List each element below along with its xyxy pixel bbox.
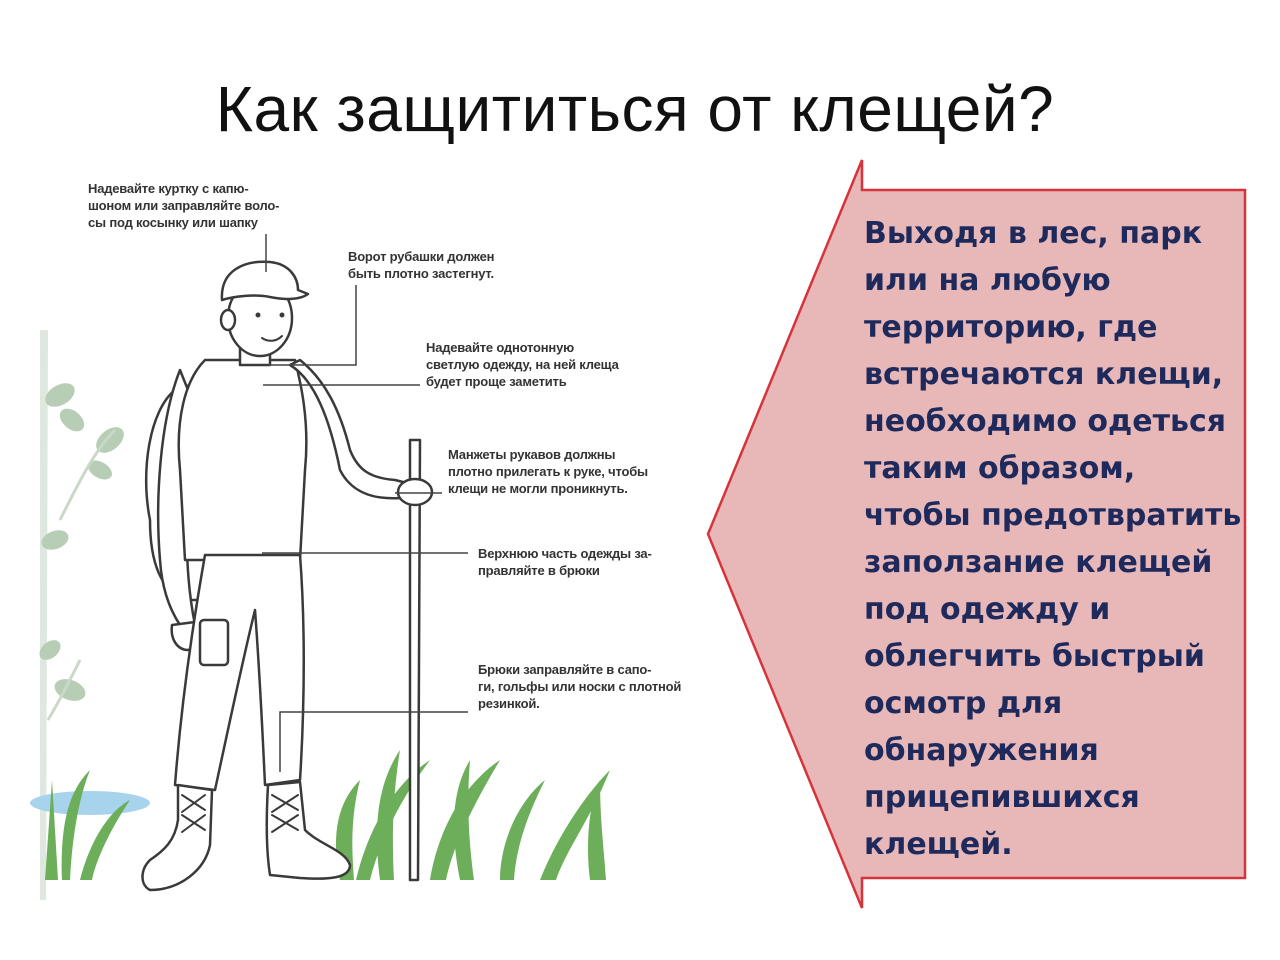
note-collar: Ворот рубашки должен быть плотно застегнут.: [348, 249, 495, 281]
note-tuck-top: Верхнюю часть одежды за- правляйте в брюки: [478, 546, 652, 578]
water-icon: [30, 791, 150, 815]
note-tuck-pants: Брюки заправляйте в сапо- ги, гольфы или носки с плотной резинкой.: [478, 662, 682, 711]
note-hood: Надевайте куртку с капю- шоном или заправляйте воло- сы под косынку или шапку: [88, 181, 280, 230]
slide-title: Как защититься от клещей?: [215, 73, 1055, 145]
note-light-clothes: Надевайте однотонную светлую одежду, на ней клеща будет проще заметить: [426, 340, 619, 389]
callout-text: Выходя в лес, парк или на любую территорию, где встречаются клещи, необходимо одеться таким образом, чтобы предотвратить заползание клещей под одежду и облегчить быстрый осмотр для обнаружения прицепившихся клещей.: [864, 216, 1242, 862]
note-cuffs: Манжеты рукавов должны плотно прилегать к руке, чтобы клещи не могли проникнуть.: [448, 447, 648, 496]
